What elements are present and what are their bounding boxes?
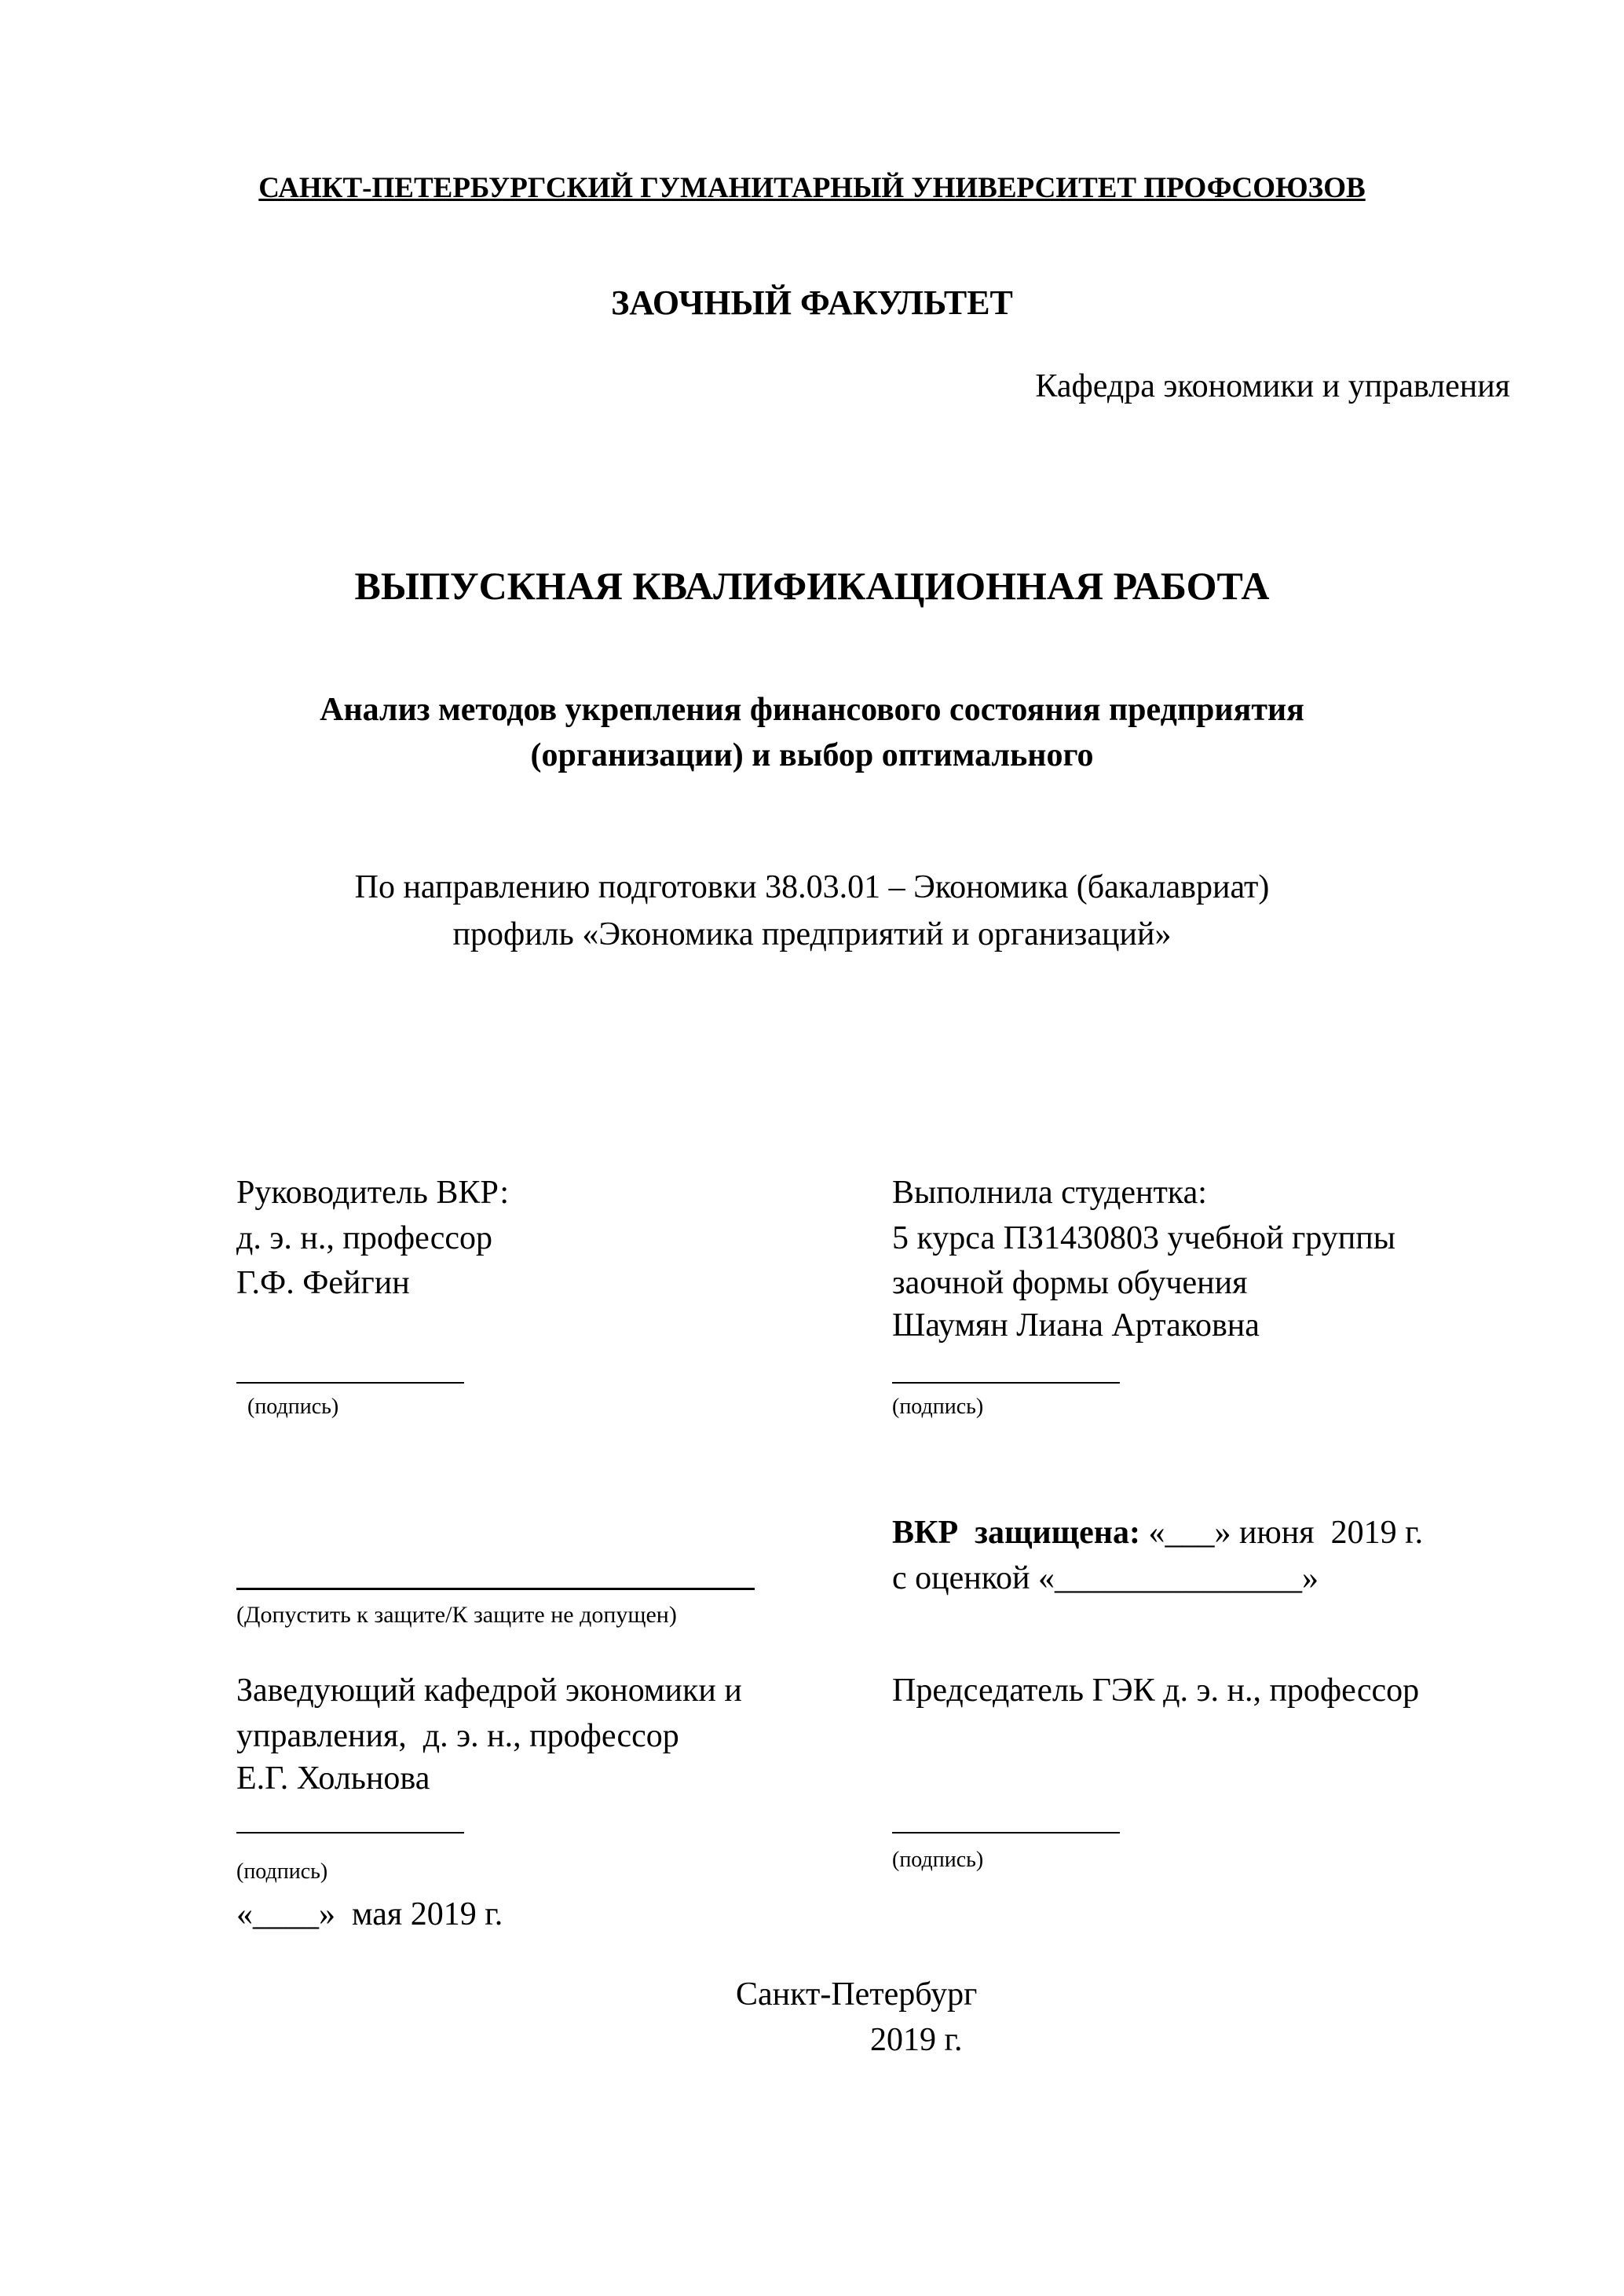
chairman-signature-caption: (подпись) [892, 1848, 984, 1872]
faculty-name: ЗАОЧНЫЙ ФАКУЛЬТЕТ [611, 283, 1013, 322]
head-signature-caption: (подпись) [236, 1859, 328, 1884]
topic-line-2: (организации) и выбор оптимального [530, 737, 1094, 773]
student-form: заочной формы обучения [892, 1265, 1248, 1301]
department-name: Кафедра экономики и управления [1035, 368, 1510, 404]
defense-grade: с оценкой «_______________» [892, 1560, 1319, 1596]
student-course: 5 курса ПЗ1430803 учебной группы [892, 1220, 1395, 1256]
direction-line-2: профиль «Экономика предприятий и организаций» [452, 916, 1172, 952]
head-signature-line [236, 1832, 464, 1834]
defense-label: ВКР защищена: [892, 1515, 1140, 1551]
supervisor-name: Г.Ф. Фейгин [236, 1265, 410, 1301]
university-name: САНКТ-ПЕТЕРБУРГСКИЙ ГУМАНИТАРНЫЙ УНИВЕРСИТЕТ ПРОФСОЮЗОВ [258, 172, 1366, 204]
chairman-label: Председатель ГЭК д. э. н., профессор [892, 1673, 1420, 1709]
head-line-1: Заведующий кафедрой экономики и [236, 1673, 742, 1709]
defense-date-text: «___» июня 2019 г. [1139, 1515, 1424, 1551]
supervisor-degree: д. э. н., профессор [236, 1220, 493, 1256]
direction-line-1: По направлению подготовки 38.03.01 – Экономика (бакалавриат) [354, 869, 1270, 905]
student-label: Выполнила студентка: [892, 1175, 1207, 1211]
supervisor-signature-line [236, 1382, 464, 1384]
student-name: Шаумян Лиана Артаковна [892, 1307, 1260, 1344]
supervisor-label: Руководитель ВКР: [236, 1175, 510, 1211]
head-name: Е.Г. Хольнова [236, 1760, 430, 1797]
year: 2019 г. [870, 2022, 963, 2058]
city: Санкт-Петербург [736, 1976, 978, 2013]
student-signature-line [892, 1382, 1120, 1384]
head-date: «____» мая 2019 г. [236, 1896, 503, 1932]
supervisor-signature-caption: (подпись) [247, 1395, 339, 1419]
admission-caption: (Допустить к защите/К защите не допущен) [236, 1602, 677, 1628]
defense-date [892, 1511, 1423, 1555]
head-line-2: управления, д. э. н., профессор [236, 1718, 679, 1754]
student-signature-caption: (подпись) [892, 1395, 984, 1419]
admission-line [236, 1588, 755, 1590]
chairman-signature-line [892, 1832, 1120, 1834]
work-type-title: ВЫПУСКНАЯ КВАЛИФИКАЦИОННАЯ РАБОТА [354, 564, 1270, 608]
topic-line-1: Анализ методов укрепления финансового состояния предприятия [320, 692, 1304, 728]
